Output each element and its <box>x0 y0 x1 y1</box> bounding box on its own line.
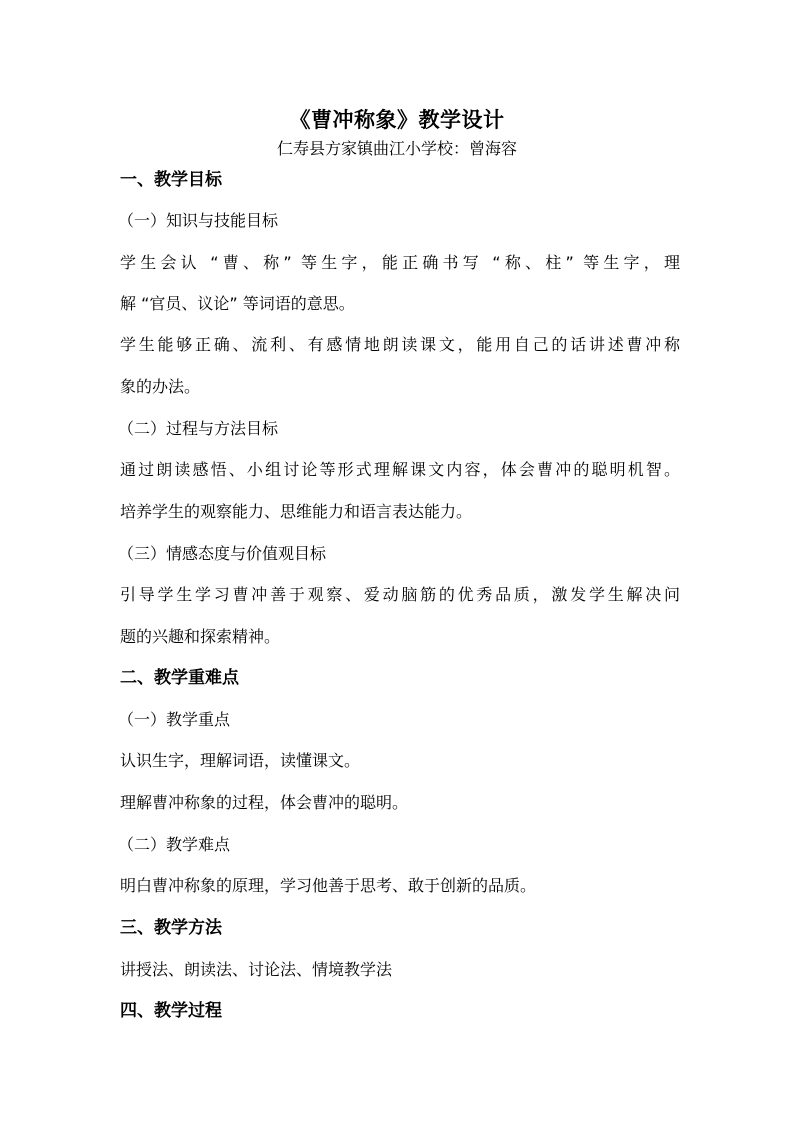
subheading-key-points: （一）教学重点 <box>118 710 231 729</box>
subheading-attitudes-values: （三）情感态度与价值观目标 <box>118 544 327 563</box>
paragraph-line: 讲授法、朗读法、讨论法、情境教学法 <box>120 960 393 979</box>
paragraph-line: 引导学生学习曹冲善于观察、爱动脑筋的优秀品质，激发学生解决问 <box>120 585 680 604</box>
section-heading-objectives: 一、教学目标 <box>120 170 222 190</box>
author-line: 仁寿县方家镇曲江小学校：曾海容 <box>276 139 517 158</box>
paragraph-line: 认识生字，理解词语，读懂课文。 <box>120 751 361 770</box>
paragraph-line: 培养学生的观察能力、思维能力和语言表达能力。 <box>120 502 473 521</box>
document-title: 《曹冲称象》教学设计 <box>289 108 505 132</box>
section-heading-key-difficult-points: 二、教学重难点 <box>120 668 239 688</box>
subheading-difficult-points: （二）教学难点 <box>118 835 231 854</box>
section-heading-process: 四、教学过程 <box>120 1001 222 1021</box>
paragraph-line: 象的办法。 <box>120 377 201 396</box>
section-heading-methods: 三、教学方法 <box>120 918 222 938</box>
paragraph-line: 解 “官员、议论” 等词语的意思。 <box>120 294 355 313</box>
paragraph-line: 学生会认 “曹、称” 等生字，能正确书写 “称、柱” 等生字，理 <box>120 253 680 272</box>
subheading-knowledge-skills: （一）知识与技能目标 <box>118 211 279 230</box>
paragraph-line: 通过朗读感悟、小组讨论等形式理解课文内容，体会曹冲的聪明机智。 <box>120 460 680 479</box>
paragraph-line: 理解曹冲称象的过程，体会曹冲的聪明。 <box>120 793 409 812</box>
paragraph-line: 明白曹冲称象的原理，学习他善于思考、敢于创新的品质。 <box>120 876 537 895</box>
subheading-process-methods: （二）过程与方法目标 <box>118 419 279 438</box>
paragraph-line: 题的兴趣和探索精神。 <box>120 627 281 646</box>
paragraph-line: 学生能够正确、流利、有感情地朗读课文，能用自己的话讲述曹冲称 <box>120 335 680 354</box>
